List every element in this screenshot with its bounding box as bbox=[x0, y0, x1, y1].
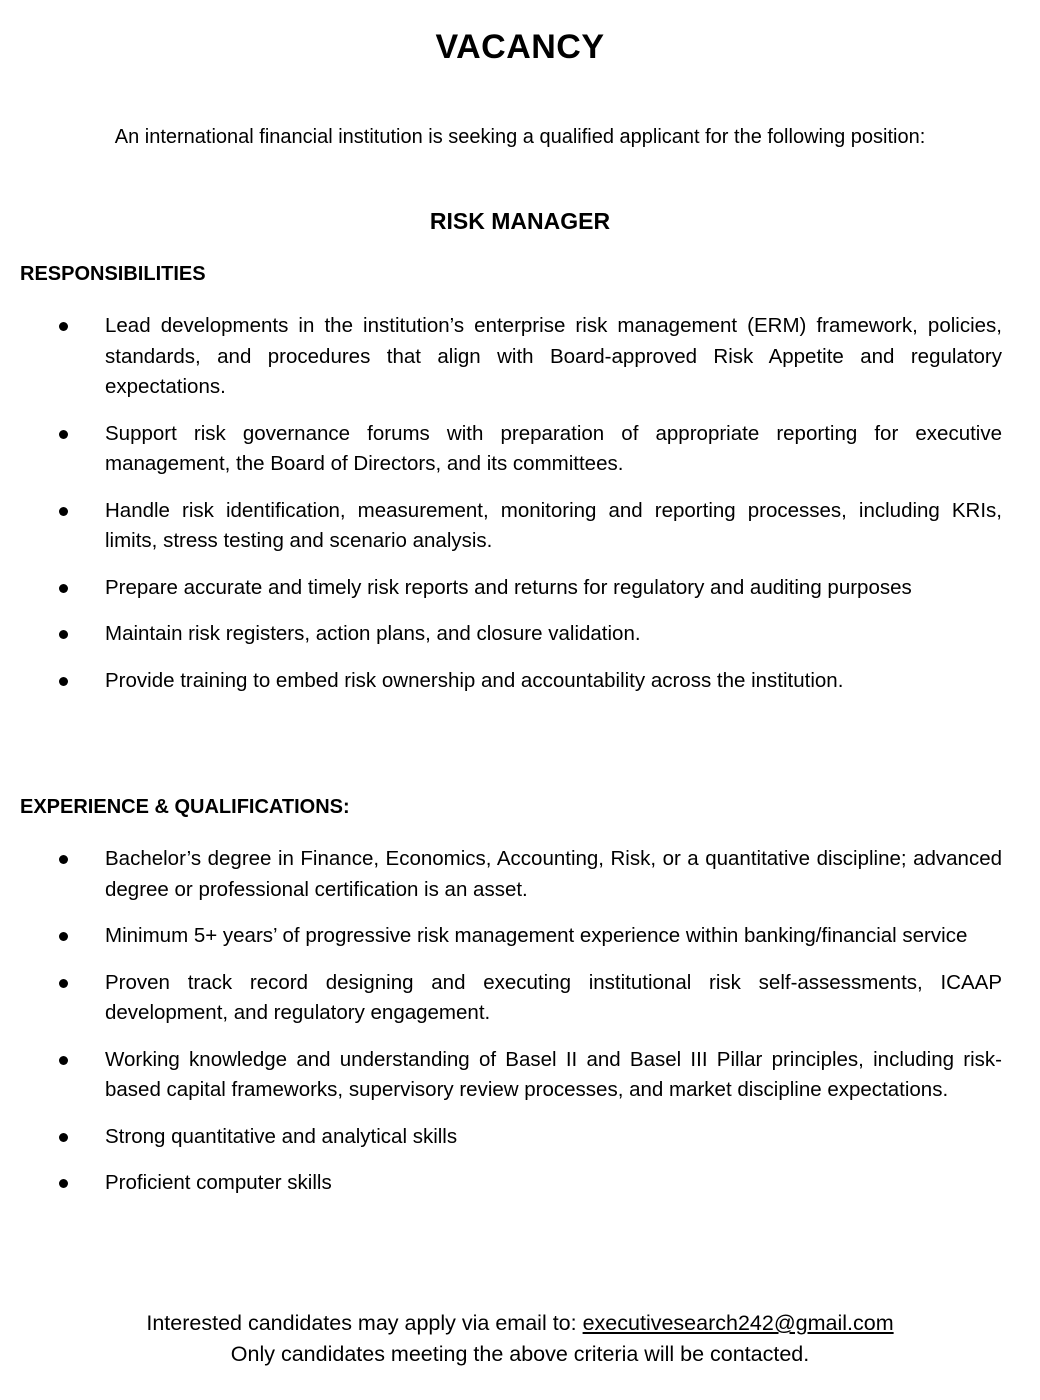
position-title: RISK MANAGER bbox=[429, 208, 611, 234]
list-item-text: Strong quantitative and analytical skills bbox=[105, 1124, 458, 1148]
list-item-text: Minimum 5+ years’ of progressive risk management experience within banking/financial service bbox=[105, 924, 968, 947]
qualifications-list bbox=[0, 844, 1040, 1215]
application-footer bbox=[0, 1308, 1040, 1370]
bullet-icon bbox=[59, 584, 68, 593]
list-item-text: Proficient computer skills bbox=[105, 1171, 332, 1194]
list-item bbox=[0, 1122, 1040, 1153]
bullet-icon bbox=[59, 630, 68, 639]
list-item-text: Prepare accurate and timely risk reports and returns for regulatory and auditing purposes bbox=[105, 575, 912, 599]
list-item bbox=[0, 666, 1040, 697]
list-item bbox=[0, 1045, 1040, 1106]
list-item-text: Working knowledge and understanding of Basel II and Basel III Pillar principles, including risk-based capital frameworks, supervisory review processes, and market discipline expectations. bbox=[105, 1047, 1002, 1101]
list-item-text: Lead developments in the institution’s enterprise risk management (ERM) framework, policies, standards, and procedures that align with Board-approved Risk Appetite and regulatory expectations. bbox=[105, 314, 1002, 398]
bullet-icon bbox=[59, 677, 68, 686]
list-item bbox=[0, 844, 1040, 905]
bullet-icon bbox=[59, 855, 68, 864]
list-item bbox=[0, 419, 1040, 480]
bullet-icon bbox=[59, 430, 68, 439]
list-item-text: Provide training to embed risk ownership and accountability across the institution. bbox=[105, 668, 844, 692]
list-item-text: Handle risk identification, measurement, monitoring and reporting processes, including KRIs, limits, stress testing and scenario analysis. bbox=[105, 498, 1002, 552]
bullet-icon bbox=[59, 1133, 68, 1142]
list-item-text: Proven track record designing and executing institutional risk self-assessments, ICAAP development, and regulatory engagement. bbox=[105, 970, 1002, 1024]
page-title: VACANCY bbox=[435, 28, 605, 66]
bullet-icon bbox=[59, 979, 68, 988]
list-item-text: Maintain risk registers, action plans, and closure validation. bbox=[105, 622, 641, 645]
list-item bbox=[0, 619, 1040, 650]
list-item bbox=[0, 311, 1040, 403]
list-item-text: Support risk governance forums with preparation of appropriate reporting for executive management, the Board of Directors, and its committees. bbox=[105, 421, 1002, 475]
contact-note: Only candidates meeting the above criteria will be contacted. bbox=[230, 1342, 810, 1366]
responsibilities-heading: RESPONSIBILITIES bbox=[20, 263, 206, 285]
intro-text: An international financial institution is seeking a qualified applicant for the following position: bbox=[114, 126, 926, 148]
bullet-icon bbox=[59, 507, 68, 516]
bullet-icon bbox=[59, 1056, 68, 1065]
list-item bbox=[0, 496, 1040, 557]
list-item-text: Bachelor’s degree in Finance, Economics, Accounting, Risk, or a quantitative discipline; advanced degree or professional certification is an asset. bbox=[105, 847, 1002, 901]
list-item bbox=[0, 1168, 1040, 1199]
list-item bbox=[0, 573, 1040, 604]
email-link[interactable]: executivesearch242@gmail.com bbox=[582, 1311, 894, 1335]
apply-prefix: Interested candidates may apply via email to: bbox=[146, 1311, 583, 1335]
bullet-icon bbox=[59, 1179, 68, 1188]
qualifications-heading: EXPERIENCE & QUALIFICATIONS: bbox=[20, 796, 350, 818]
list-item bbox=[0, 921, 1040, 952]
apply-line bbox=[0, 1308, 1040, 1339]
responsibilities-list bbox=[0, 311, 1040, 712]
bullet-icon bbox=[59, 322, 68, 331]
bullet-icon bbox=[59, 932, 68, 941]
list-item bbox=[0, 968, 1040, 1029]
